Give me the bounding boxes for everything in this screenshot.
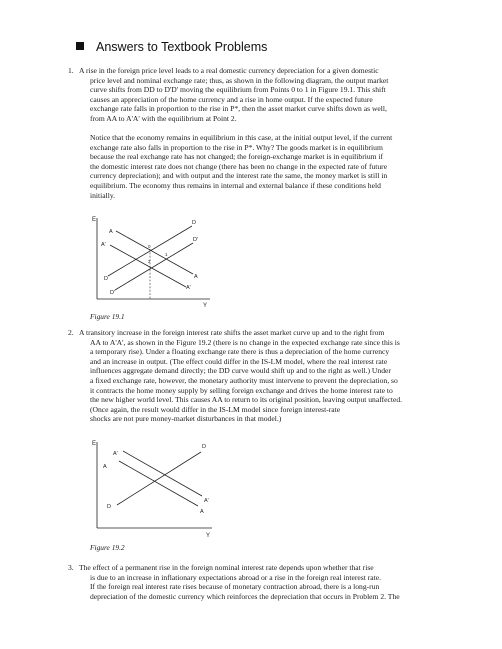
text-line: initially. — [90, 190, 116, 200]
label-d-prime-left: D' — [110, 290, 116, 296]
text-line: If the foreign real interest rate rises because of monetary contraction abroad, there is a long-run — [90, 582, 380, 592]
text-line: price level and nominal exchange rate; thus, as shown in the following diagram, the output market — [90, 75, 389, 85]
text-line: the domestic interest rate does not change (there has been no change in the expected rate of future — [90, 161, 388, 171]
text-line: depreciation of the domestic currency which reinforces the depreciation that occurs in Problem 2. The — [90, 591, 400, 601]
text-line: because the real exchange rate has not changed; the foreign-exchange market is in equilibrium if — [90, 152, 384, 162]
axis-label-e: E — [92, 217, 97, 223]
text-line: (Once again, the result would differ in the IS-LM model since foreign interest-rate — [90, 404, 341, 414]
text-line: the new higher world level. This causes AA to return to its original position, leaving output unaffected. — [90, 395, 403, 405]
text-line: influences aggregate demand directly; the DD curve would shift up and to the right as well.) Under — [90, 366, 391, 376]
label-a-prime-right: A' — [204, 498, 209, 504]
curve-aa-prime — [110, 245, 186, 287]
axis-label-y: Y — [203, 303, 208, 309]
text-line: it contracts the home money supply by selling foreign exchange and drives the home interest rate to — [90, 385, 393, 395]
item2-body — [90, 338, 402, 415]
curve-aa — [119, 461, 198, 506]
text-line: equilibrium. The economy thus remains in internal and external balance if these conditions held — [90, 180, 381, 190]
item3-body — [90, 573, 400, 602]
text-line: curve shifts from DD to D'D' moving the equilibrium from Points 0 to 1 in Figure 19.1. This shift — [90, 85, 386, 95]
item1-body — [90, 76, 388, 124]
item-number: 1. — [68, 66, 74, 75]
text-line: Notice that the economy remains in equilibrium in this case, at the initial output level, if the current — [90, 133, 393, 142]
point-2-label: 2 — [148, 259, 151, 264]
text-line: A rise in the foreign price level leads to a real domestic currency depreciation for a given domestic — [79, 66, 379, 75]
axis-label-y: Y — [206, 533, 211, 539]
item2-last-line — [90, 414, 281, 424]
axis-label-e: E — [92, 441, 97, 447]
label-d-left: D — [107, 504, 111, 510]
curve-dd — [117, 452, 201, 505]
text-line: and an increase in output. (The effect could differ in the IS-LM model, where the real interest rate — [90, 356, 388, 366]
point-1-label: 1 — [165, 252, 168, 257]
item-number: 3. — [68, 563, 74, 572]
text-line: causes an appreciation of the home currency and a rise in home output. If the expected future — [90, 94, 373, 104]
curve-dd-prime — [115, 243, 193, 290]
item-number: 2. — [68, 328, 74, 337]
label-a-prime: A' — [113, 451, 118, 457]
figure-19-2-caption: Figure 19.2 — [90, 543, 125, 552]
label-d: D — [202, 444, 206, 450]
item1-first-line — [79, 66, 379, 76]
item1-para2-first — [90, 133, 392, 143]
item2-first-line — [79, 328, 384, 338]
label-a-right: A — [194, 274, 198, 280]
label-d-prime: D' — [193, 237, 199, 243]
label-d: D — [192, 220, 196, 226]
item1-para2-body — [90, 143, 387, 201]
figure-19-1-caption: Figure 19.1 — [90, 312, 125, 321]
text-line: a temporary rise). Under a floating exchange rate there is thus a depreciation of the home currency — [90, 347, 390, 357]
label-a: A — [109, 229, 113, 235]
text-line: shocks are not pure money-market disturbances in that model.) — [90, 414, 282, 424]
text-line: from AA to A'A' with the equilibrium at Point 2. — [90, 113, 237, 123]
label-a: A — [103, 464, 107, 470]
text-line: currency depreciation); and with output and the interest rate the same, the money market is still in — [90, 171, 388, 181]
curve-aa — [116, 231, 193, 274]
text-line: exchange rate also falls in proportion to the rise in P*. Why? The goods market is in equilibrium — [90, 142, 383, 152]
text-line: AA to A'A', as shown in the Figure 19.2 (there is no change in the expected exchange rate since this is — [90, 337, 400, 347]
text-line: is due to an increase in inflationary expectations abroad or a rise in the foreign real interest rate. — [90, 572, 381, 582]
point-0-label: 0 — [148, 244, 151, 249]
item3-first-line — [79, 563, 374, 573]
section-heading-text: Answers to Textbook Problems — [96, 40, 268, 54]
section-heading — [76, 40, 267, 54]
text-line: exchange rate falls in proportion to the rise in P*, then the asset market curve shifts down as well, — [90, 104, 387, 114]
text-line: A transitory increase in the foreign interest rate shifts the asset market curve up and to the right from — [79, 328, 385, 337]
figure-19-1 — [90, 212, 220, 312]
label-a-right: A — [200, 509, 204, 515]
curve-aa-prime — [123, 451, 202, 496]
text-line: a fixed exchange rate, however, the monetary authority must intervene to prevent the depreciation, so — [90, 375, 398, 385]
figure-19-2 — [90, 436, 220, 542]
text-line: The effect of a permanent rise in the foreign nominal interest rate depends upon whether that rise — [79, 563, 374, 572]
label-d-left: D — [104, 276, 108, 282]
label-a-prime: A' — [101, 242, 106, 248]
label-a-prime-right: A' — [186, 285, 191, 291]
square-bullet-icon — [76, 42, 84, 50]
